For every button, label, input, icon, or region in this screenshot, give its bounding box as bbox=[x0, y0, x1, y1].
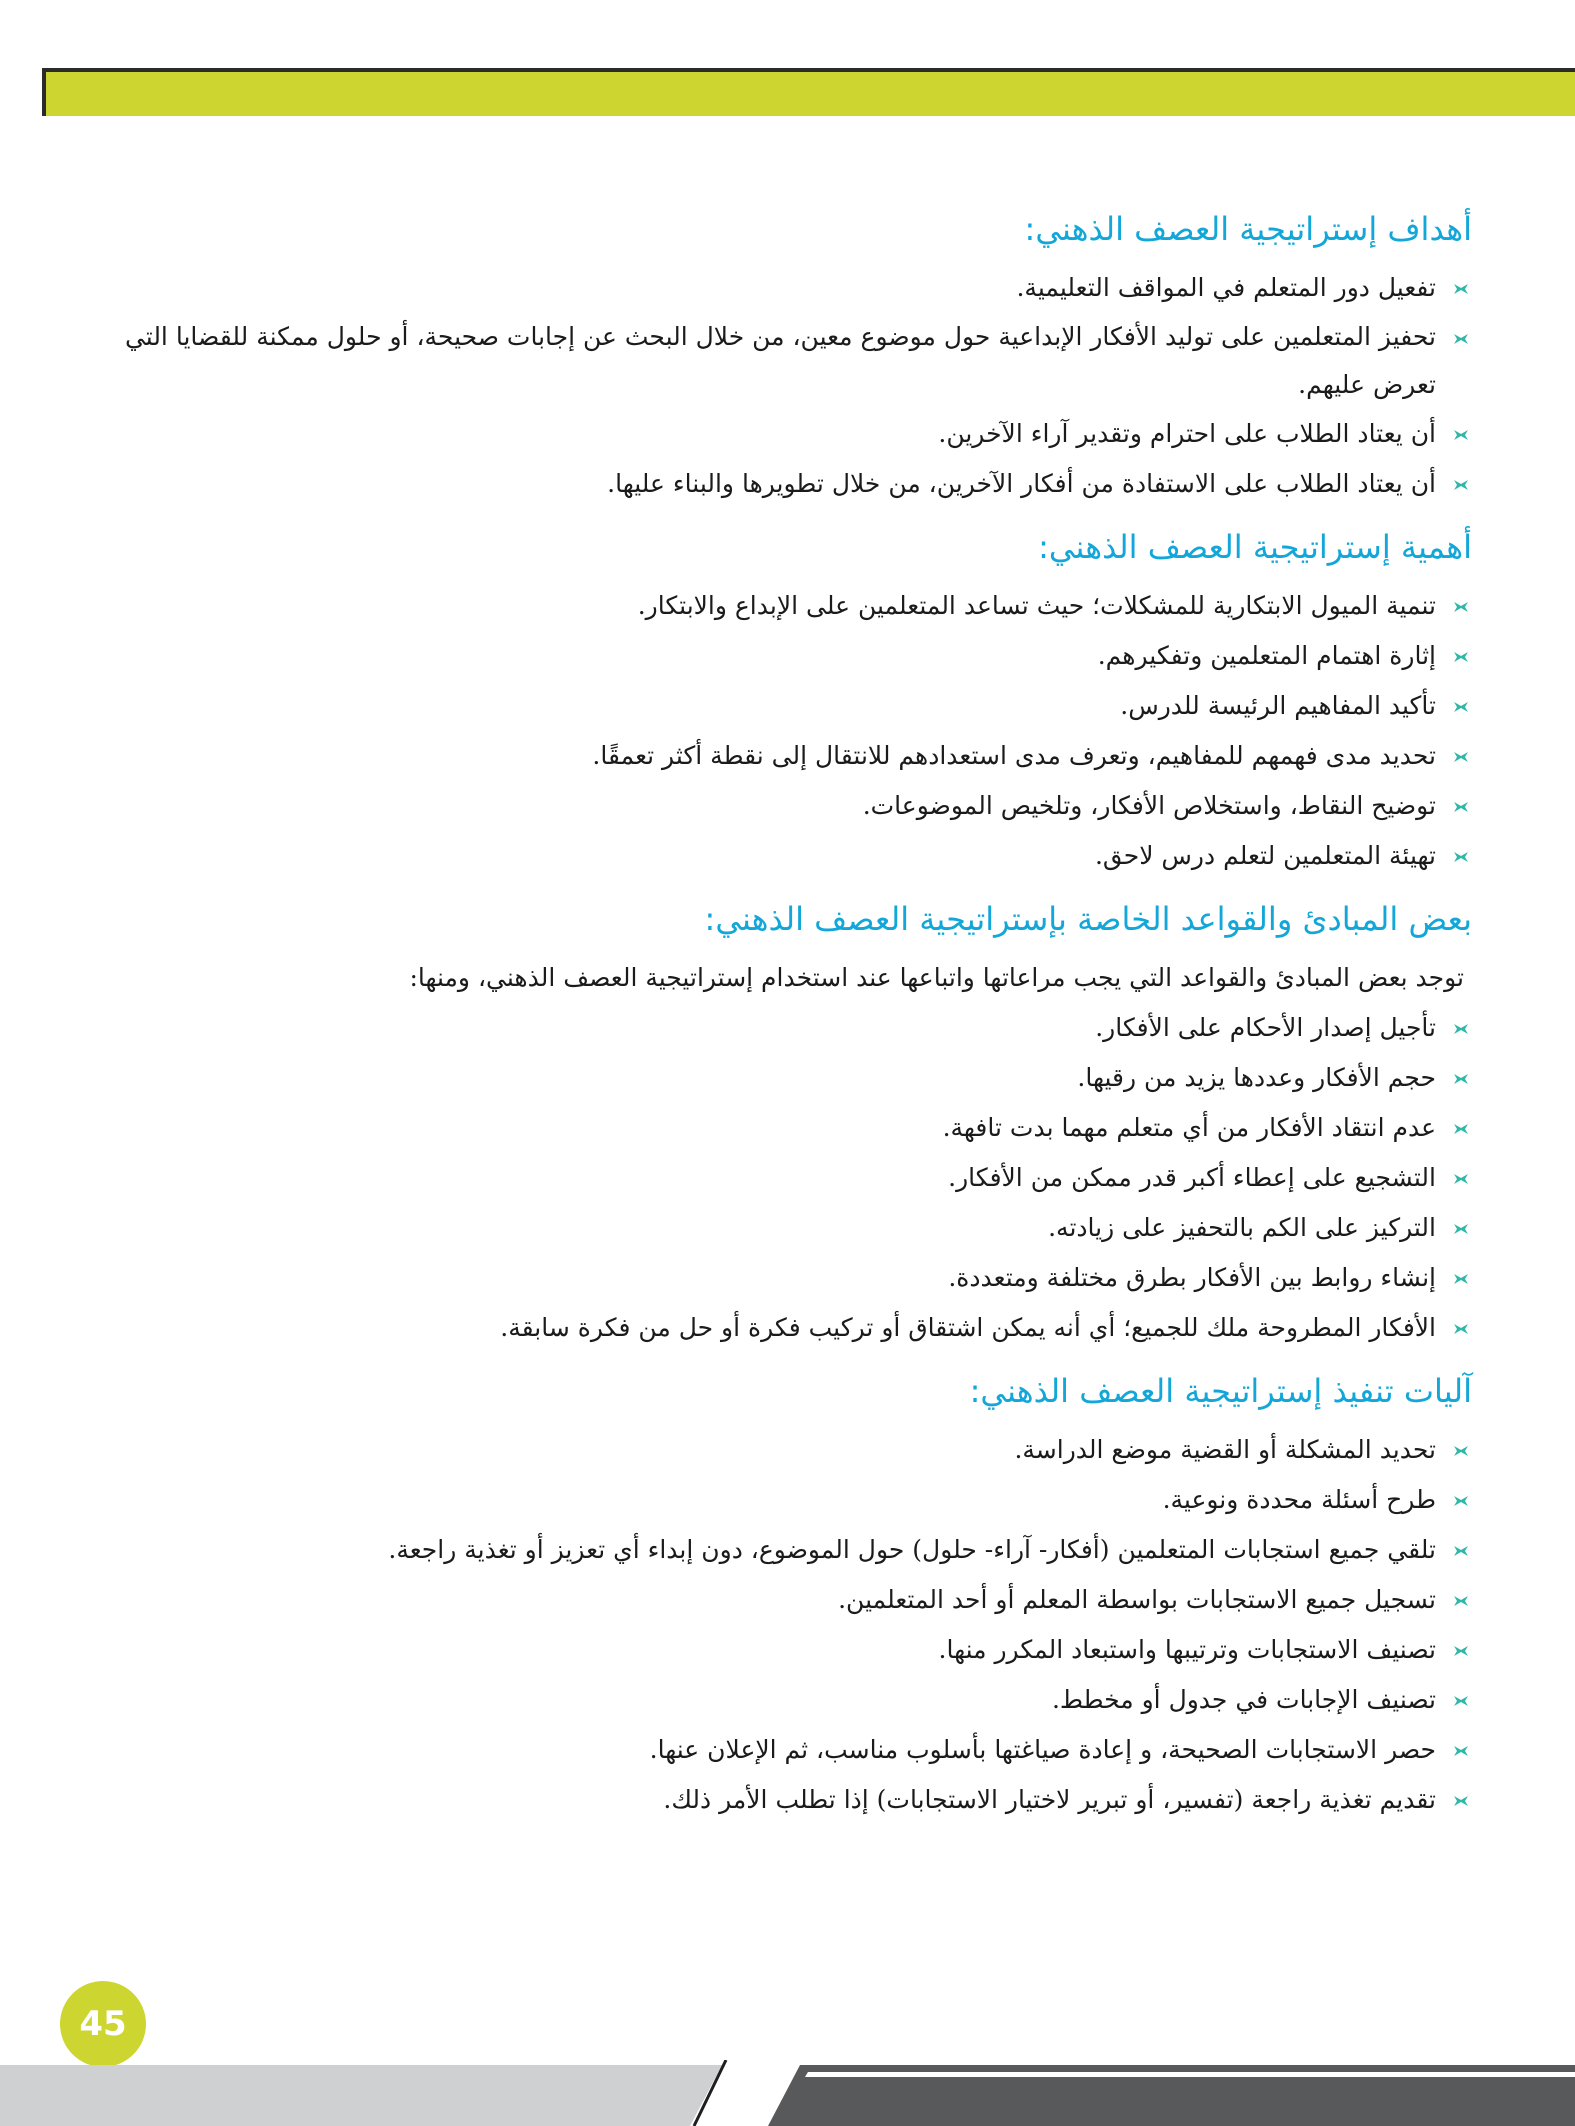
bullet-marker-icon bbox=[1454, 1696, 1468, 1706]
bullet-marker-icon bbox=[1454, 1174, 1468, 1184]
list-item-text: طرح أسئلة محددة ونوعية. bbox=[1162, 1485, 1436, 1514]
list-item-text: توضيح النقاط، واستخلاص الأفكار، وتلخيص الموضوعات. bbox=[862, 791, 1436, 820]
bullet-marker-icon bbox=[1454, 1746, 1468, 1756]
list-item bbox=[110, 1053, 1472, 1103]
list-item bbox=[110, 831, 1472, 881]
page-number: 45 bbox=[79, 2004, 127, 2044]
bullet-marker-icon bbox=[1454, 1646, 1468, 1656]
list-item-text: تلقي جميع استجابات المتعلمين (أفكار- آراء- حلول) حول الموضوع، دون إبداء أي تعزيز أو تغذية راجعة. bbox=[388, 1535, 1436, 1564]
section-heading-mechanisms: آليات تنفيذ إستراتيجية العصف الذهني: bbox=[969, 1372, 1472, 1410]
list-item bbox=[110, 1475, 1472, 1525]
bullet-marker-icon bbox=[1454, 802, 1468, 812]
list-item bbox=[110, 1103, 1472, 1153]
list-item-text: تسجيل جميع الاستجابات بواسطة المعلم أو أحد المتعلمين. bbox=[838, 1585, 1436, 1614]
list-item bbox=[110, 1675, 1472, 1725]
list-item-text: إنشاء روابط بين الأفكار بطرق مختلفة ومتعددة. bbox=[948, 1263, 1436, 1292]
section-heading-goals: أهداف إستراتيجية العصف الذهني: bbox=[1024, 210, 1472, 248]
footer-light-band bbox=[0, 2065, 722, 2126]
list-item-text: تحفيز المتعلمين على توليد الأفكار الإبداعية حول موضوع معين، من خلال البحث عن إجابات صحيحة، أو حلول ممكنة للقضايا التي تعرض عليهم. bbox=[124, 322, 1436, 399]
footer-band bbox=[0, 2060, 1575, 2126]
page-number-badge bbox=[60, 1981, 146, 2067]
list-item-text: حجم الأفكار وعددها يزيد من رقيها. bbox=[1077, 1063, 1436, 1092]
list-item bbox=[110, 459, 1472, 509]
bullet-marker-icon bbox=[1454, 1024, 1468, 1034]
list-item-text: الأفكار المطروحة ملك للجميع؛ أي أنه يمكن اشتقاق أو تركيب فكرة أو حل من فكرة سابقة. bbox=[500, 1313, 1436, 1342]
bullet-marker-icon bbox=[1454, 1796, 1468, 1806]
list-item bbox=[110, 681, 1472, 731]
list-item-text: تحديد مدى فهمهم للمفاهيم، وتعرف مدى استعدادهم للانتقال إلى نقطة أكثر تعمقًا. bbox=[592, 741, 1436, 770]
list-item bbox=[110, 1303, 1472, 1353]
mechanisms-list bbox=[110, 1425, 1472, 1825]
list-item bbox=[110, 731, 1472, 781]
bullet-marker-icon bbox=[1454, 752, 1468, 762]
list-item bbox=[110, 263, 1472, 313]
list-item bbox=[110, 1153, 1472, 1203]
list-item-text: تهيئة المتعلمين لتعلم درس لاحق. bbox=[1094, 841, 1436, 870]
bullet-marker-icon bbox=[1454, 1324, 1468, 1334]
bullet-marker-icon bbox=[1454, 852, 1468, 862]
list-item-text: تأكيد المفاهيم الرئيسة للدرس. bbox=[1120, 691, 1436, 720]
bullet-marker-icon bbox=[1454, 1446, 1468, 1456]
list-item bbox=[110, 581, 1472, 631]
list-item bbox=[110, 1203, 1472, 1253]
list-item-text: إثارة اهتمام المتعلمين وتفكيرهم. bbox=[1097, 641, 1436, 670]
footer-white-strip bbox=[805, 2072, 1575, 2077]
list-item-text: حصر الاستجابات الصحيحة، و إعادة صياغتها بأسلوب مناسب، ثم الإعلان عنها. bbox=[649, 1735, 1436, 1764]
list-item-text: التركيز على الكم بالتحفيز على زيادته. bbox=[1048, 1213, 1436, 1242]
top-accent-bar bbox=[42, 68, 1575, 116]
list-item bbox=[110, 1253, 1472, 1303]
list-item bbox=[110, 1425, 1472, 1475]
bullet-marker-icon bbox=[1454, 1274, 1468, 1284]
list-item bbox=[110, 631, 1472, 681]
bullet-marker-icon bbox=[1454, 1546, 1468, 1556]
list-item-text: تصنيف الإجابات في جدول أو مخطط. bbox=[1051, 1685, 1436, 1714]
principles-list bbox=[110, 1003, 1472, 1353]
list-item bbox=[110, 1725, 1472, 1775]
list-item-text: التشجيع على إعطاء أكبر قدر ممكن من الأفكار. bbox=[948, 1163, 1436, 1192]
list-item bbox=[110, 1525, 1472, 1575]
list-item bbox=[110, 1625, 1472, 1675]
section-heading-principles: بعض المبادئ والقواعد الخاصة بإستراتيجية العصف الذهني: bbox=[704, 900, 1472, 938]
list-item-text: تأجيل إصدار الأحكام على الأفكار. bbox=[1095, 1013, 1436, 1042]
list-item bbox=[110, 409, 1472, 459]
importance-list bbox=[110, 581, 1472, 881]
bullet-marker-icon bbox=[1454, 1596, 1468, 1606]
list-item bbox=[110, 1575, 1472, 1625]
bullet-marker-icon bbox=[1454, 480, 1468, 490]
list-item-text: أن يعتاد الطلاب على الاستفادة من أفكار الآخرين، من خلال تطويرها والبناء عليها. bbox=[607, 469, 1436, 498]
list-item bbox=[110, 781, 1472, 831]
bullet-marker-icon bbox=[1454, 602, 1468, 612]
page-content bbox=[110, 205, 1472, 1825]
principles-intro: توجد بعض المبادئ والقواعد التي يجب مراعاتها واتباعها عند استخدام إستراتيجية العصف الذهني، ومنها: bbox=[409, 963, 1464, 992]
list-item-text: تقديم تغذية راجعة (تفسير، أو تبرير لاختيار الاستجابات) إذا تطلب الأمر ذلك. bbox=[663, 1785, 1436, 1814]
list-item bbox=[110, 313, 1472, 409]
list-item-text: تحديد المشكلة أو القضية موضع الدراسة. bbox=[1014, 1435, 1436, 1464]
list-item-text: تنمية الميول الابتكارية للمشكلات؛ حيث تساعد المتعلمين على الإبداع والابتكار. bbox=[637, 591, 1436, 620]
goals-list bbox=[110, 263, 1472, 509]
bullet-marker-icon bbox=[1454, 652, 1468, 662]
bullet-marker-icon bbox=[1454, 1124, 1468, 1134]
bullet-marker-icon bbox=[1454, 702, 1468, 712]
bullet-marker-icon bbox=[1454, 1224, 1468, 1234]
list-item-text: عدم انتقاد الأفكار من أي متعلم مهما بدت تافهة. bbox=[942, 1113, 1436, 1142]
bullet-marker-icon bbox=[1454, 284, 1468, 294]
list-item bbox=[110, 1003, 1472, 1053]
section-heading-importance: أهمية إستراتيجية العصف الذهني: bbox=[1038, 528, 1472, 566]
bullet-marker-icon bbox=[1454, 334, 1468, 344]
list-item-text: تفعيل دور المتعلم في المواقف التعليمية. bbox=[1016, 273, 1436, 302]
list-item-text: أن يعتاد الطلاب على احترام وتقدير آراء الآخرين. bbox=[938, 419, 1436, 448]
list-item-text: تصنيف الاستجابات وترتيبها واستبعاد المكرر منها. bbox=[938, 1635, 1436, 1664]
bullet-marker-icon bbox=[1454, 430, 1468, 440]
bullet-marker-icon bbox=[1454, 1496, 1468, 1506]
list-item bbox=[110, 1775, 1472, 1825]
bullet-marker-icon bbox=[1454, 1074, 1468, 1084]
